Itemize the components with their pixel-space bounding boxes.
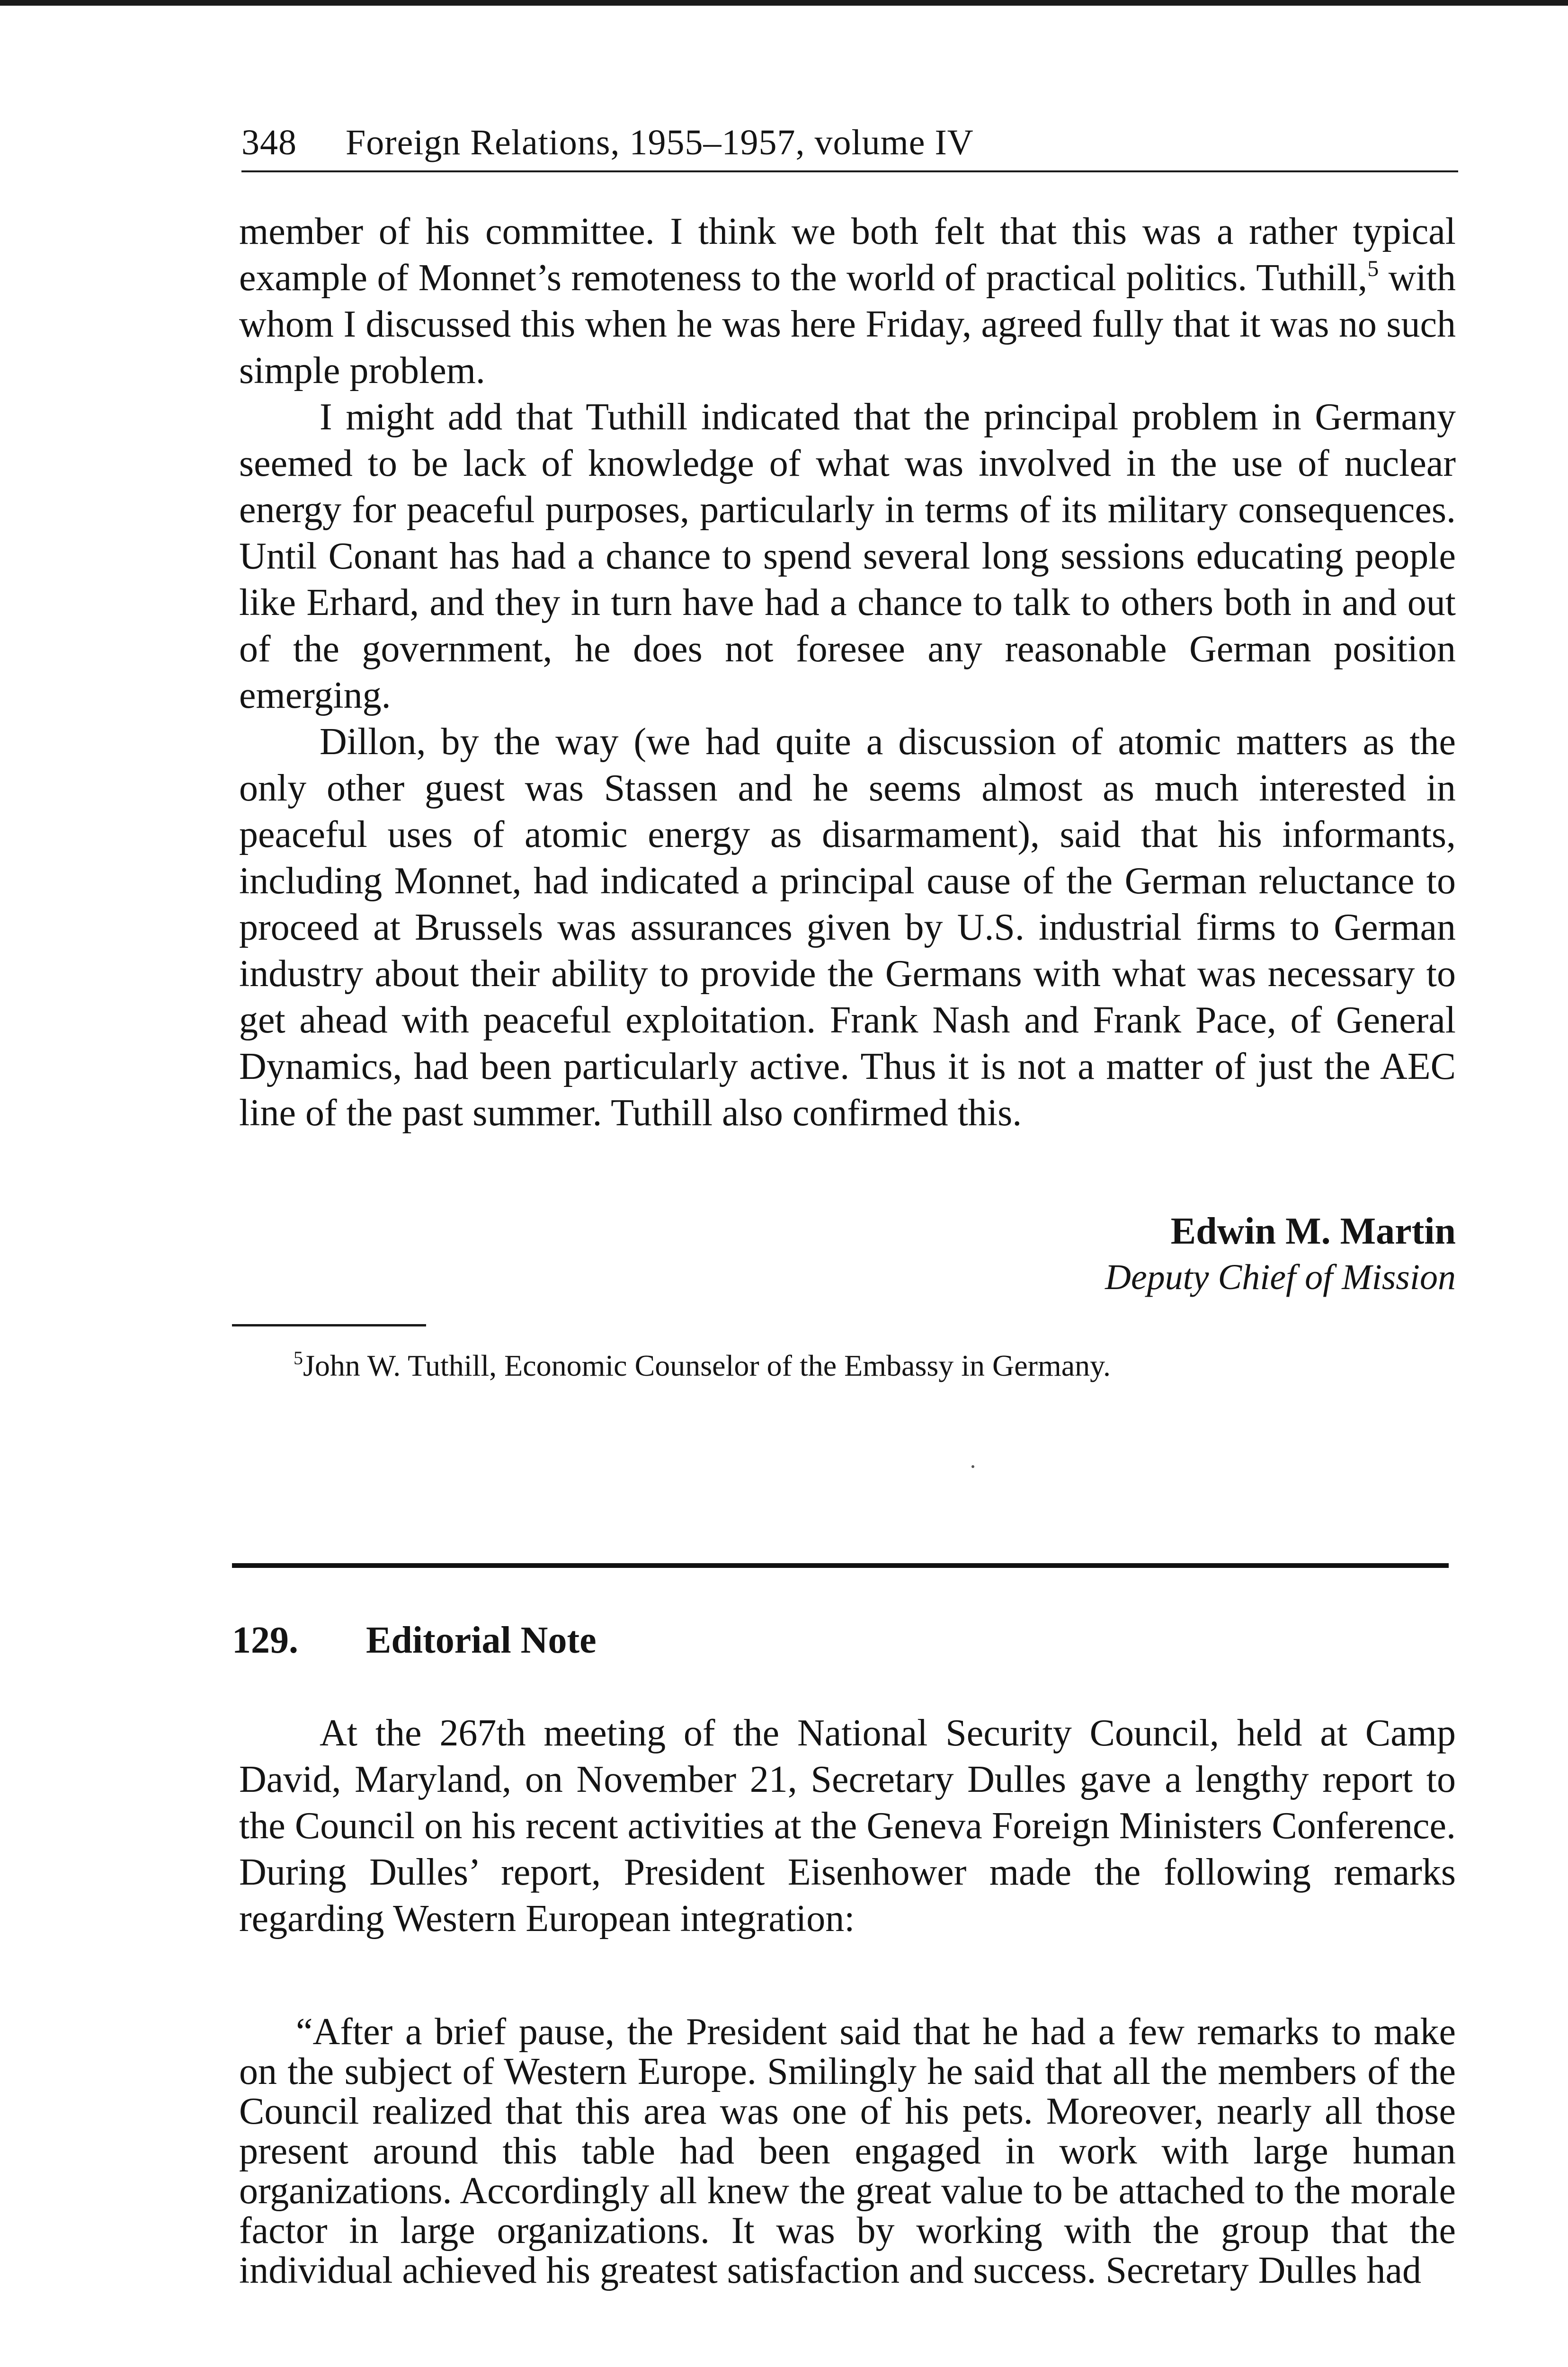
running-head bbox=[241, 114, 1458, 172]
page-number: 348 bbox=[241, 123, 297, 162]
letter-paragraph-1-continuation: with whom I discussed this when he was here Friday, agreed fully that it was no such simple problem. bbox=[239, 257, 1456, 392]
signature-name: Edwin M. Martin bbox=[1170, 1210, 1456, 1252]
section-title: Editorial Note bbox=[366, 1620, 597, 1661]
editorial-paragraph-1: At the 267th meeting of the National Security Council, held at Camp David, Maryland, on November 21, Secretary Dulles gave a lengthy report to the Council on his recent activities at the Geneva Foreign Ministers Conference. During Dulles’ report, President Eisenhower made the following remarks regarding Western European integration: bbox=[239, 1712, 1456, 1940]
footnote-marker: 5 bbox=[294, 1347, 303, 1369]
volume-title: Foreign Relations, 1955–1957, volume IV bbox=[346, 123, 974, 162]
signature-block bbox=[1105, 1208, 1456, 1300]
signature-title: Deputy Chief of Mission bbox=[1105, 1257, 1456, 1297]
letter-body bbox=[239, 208, 1456, 1136]
letter-paragraph-3: Dillon, by the way (we had quite a discussion of atomic matters as the only other guest was Stassen and he seems almost as much interested in peaceful uses of atomic energy as disarmament), said that his informants, including Monnet, had indicated a principal cause of the German reluctance to proceed at Brussels was assurances given by U.S. industrial firms to German industry about their ability to provide the Germans with what was necessary to get ahead with peaceful exploitation. Frank Nash and Frank Pace, of General Dynamics, had been particularly active. Thus it is not a matter of just the AEC line of the past summer. Tuthill also confirmed this. bbox=[239, 721, 1456, 1134]
footnote-reference: 5 bbox=[1367, 256, 1379, 281]
scan-speck bbox=[971, 1465, 974, 1468]
section-divider bbox=[232, 1563, 1449, 1568]
footnote-rule bbox=[232, 1324, 426, 1326]
letter-paragraph-1-text: member of his committee. I think we both felt that this was a rather typical example of Monnet’s remoteness to the world of practical politics. Tuthill, bbox=[239, 211, 1456, 299]
footnote-text: John W. Tuthill, Economic Counselor of the Embassy in Germany. bbox=[303, 1349, 1111, 1382]
letter-paragraph-1 bbox=[239, 208, 1456, 394]
letter-paragraph-2: I might add that Tuthill indicated that the principal problem in Germany seemed to be lack of knowledge of what was involved in the use of nuclear energy for peaceful purposes, particularly in terms of its military consequences. Until Conant has had a chance to spend several long sessions educating people like Erhard, and they in turn have had a chance to talk to others both in and out of the government, he does not foresee any reasonable German position emerging. bbox=[239, 396, 1456, 716]
editorial-quote bbox=[239, 2012, 1456, 2290]
editorial-note-body bbox=[239, 1710, 1456, 1942]
quote-paragraph: “After a brief pause, the President said that he had a few remarks to make on the subject of Western Europe. Smilingly he said that all the members of the Council realized that this area was one of his pets. Moreover, nearly all those present around this table had been engaged in work with large human organizations. Accordingly all knew the great value to be attached to the morale factor in large organizations. It was by working with the group that the individual achieved his greatest satisfaction and success. Secretary Dulles had bbox=[239, 2011, 1456, 2291]
page-top-edge bbox=[0, 0, 1568, 6]
footnote bbox=[294, 1347, 1111, 1385]
document-number: 129. bbox=[232, 1620, 298, 1661]
